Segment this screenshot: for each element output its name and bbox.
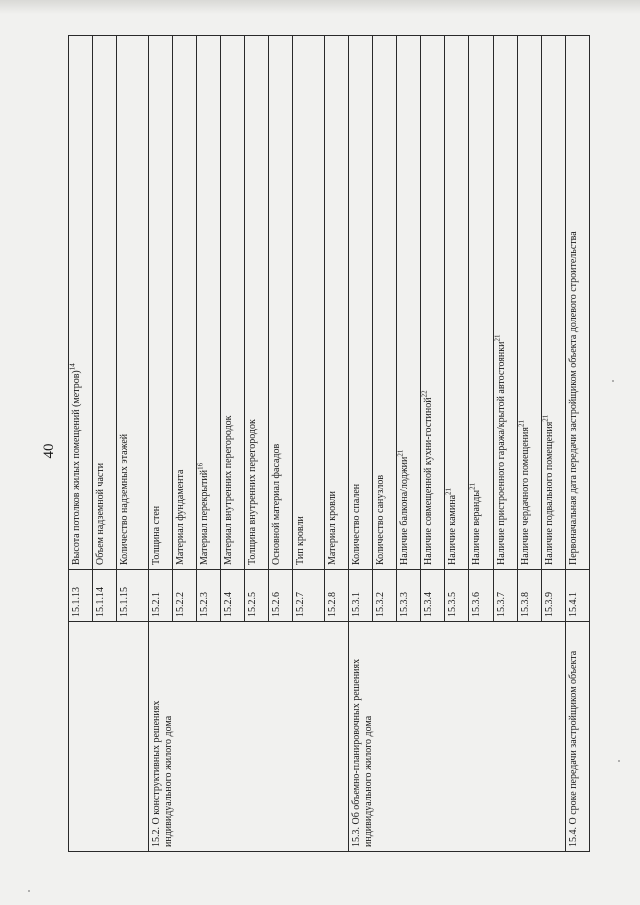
table-row [148,36,172,852]
row-code: 15.3.7 [493,570,517,622]
row-code: 15.3.5 [445,570,469,622]
scan-edge [0,0,640,14]
scan-speck [618,760,620,762]
page-number: 40 [41,443,57,459]
row-label: Количество санузлов [372,36,396,570]
row-label: Наличие пристроенного гаража/крытой автостоянки$^{21}$ [493,36,517,570]
section-cell: 15.2. О конструктивных решениях индивидуального жилого дома [148,622,348,852]
row-label: Наличие совмещенной кухни-гостиной$^{22}$ [421,36,445,570]
table-row [565,36,589,852]
row-code: 15.2.3 [196,570,220,622]
section-cell [69,622,149,852]
row-code: 15.2.8 [324,570,348,622]
row-label: Основной материал фасадов [269,36,293,570]
footnote-ref: 21 [396,449,405,457]
form-table [68,35,590,852]
footnote-ref: 21 [444,487,453,495]
row-label: Материал перекрытий$^{16}$ [196,36,220,570]
row-code: 15.2.6 [269,570,293,622]
row-label: Объем надземной части [93,36,117,570]
row-label: Толщина внутренних перегородок [245,36,269,570]
row-code: 15.3.2 [372,570,396,622]
row-code: 15.3.9 [541,570,565,622]
row-code: 15.3.8 [517,570,541,622]
row-code: 15.3.4 [421,570,445,622]
row-label: Количество надземных этажей [117,36,148,570]
row-code: 15.3.6 [469,570,493,622]
row-code: 15.2.1 [148,570,172,622]
rotated-page [68,36,590,852]
footnote-ref: 21 [517,420,526,428]
scan-speck [612,380,614,382]
row-label: Наличие веранды$^{21}$ [469,36,493,570]
row-code: 15.3.1 [348,570,372,622]
table-row [69,36,93,852]
row-code: 15.1.14 [93,570,117,622]
row-label: Материал кровли [324,36,348,570]
footnote-ref: 21 [469,482,478,490]
row-label: Высота потолков жилых помещений (метров)$^{14}$ [69,36,93,570]
row-code: 15.2.7 [293,570,324,622]
row-label: Наличие подвального помещения$^{21}$ [541,36,565,570]
footnote-ref: 21 [493,334,502,342]
row-code: 15.2.4 [220,570,244,622]
row-code: 15.3.3 [397,570,421,622]
section-cell: 15.3. Об объемно-планировочных решениях индивидуального жилого дома [348,622,565,852]
row-label: Материал фундамента [172,36,196,570]
table-row [348,36,372,852]
row-code: 15.1.15 [117,570,148,622]
section-cell: 15.4. О сроке передачи застройщиком объекта [565,622,589,852]
footnote-ref: 14 [68,363,77,371]
scan-speck [28,890,30,892]
row-label: Наличие балкона/лоджии$^{21}$ [397,36,421,570]
row-label: Первоначальная дата передачи застройщиком объекта долевого строительства [565,36,589,570]
row-code: 15.2.2 [172,570,196,622]
footnote-ref: 16 [196,462,205,470]
row-code: 15.1.13 [69,570,93,622]
row-code: 15.2.5 [245,570,269,622]
footnote-ref: 22 [420,390,429,398]
row-label: Тип кровли [293,36,324,570]
row-label: Толщина стен [148,36,172,570]
footnote-ref: 21 [541,414,550,422]
row-label: Наличие камина$^{21}$ [445,36,469,570]
row-code: 15.4.1 [565,570,589,622]
row-label: Материал внутренних перегородок [220,36,244,570]
row-label: Количество спален [348,36,372,570]
row-label: Наличие чердачного помещения$^{21}$ [517,36,541,570]
